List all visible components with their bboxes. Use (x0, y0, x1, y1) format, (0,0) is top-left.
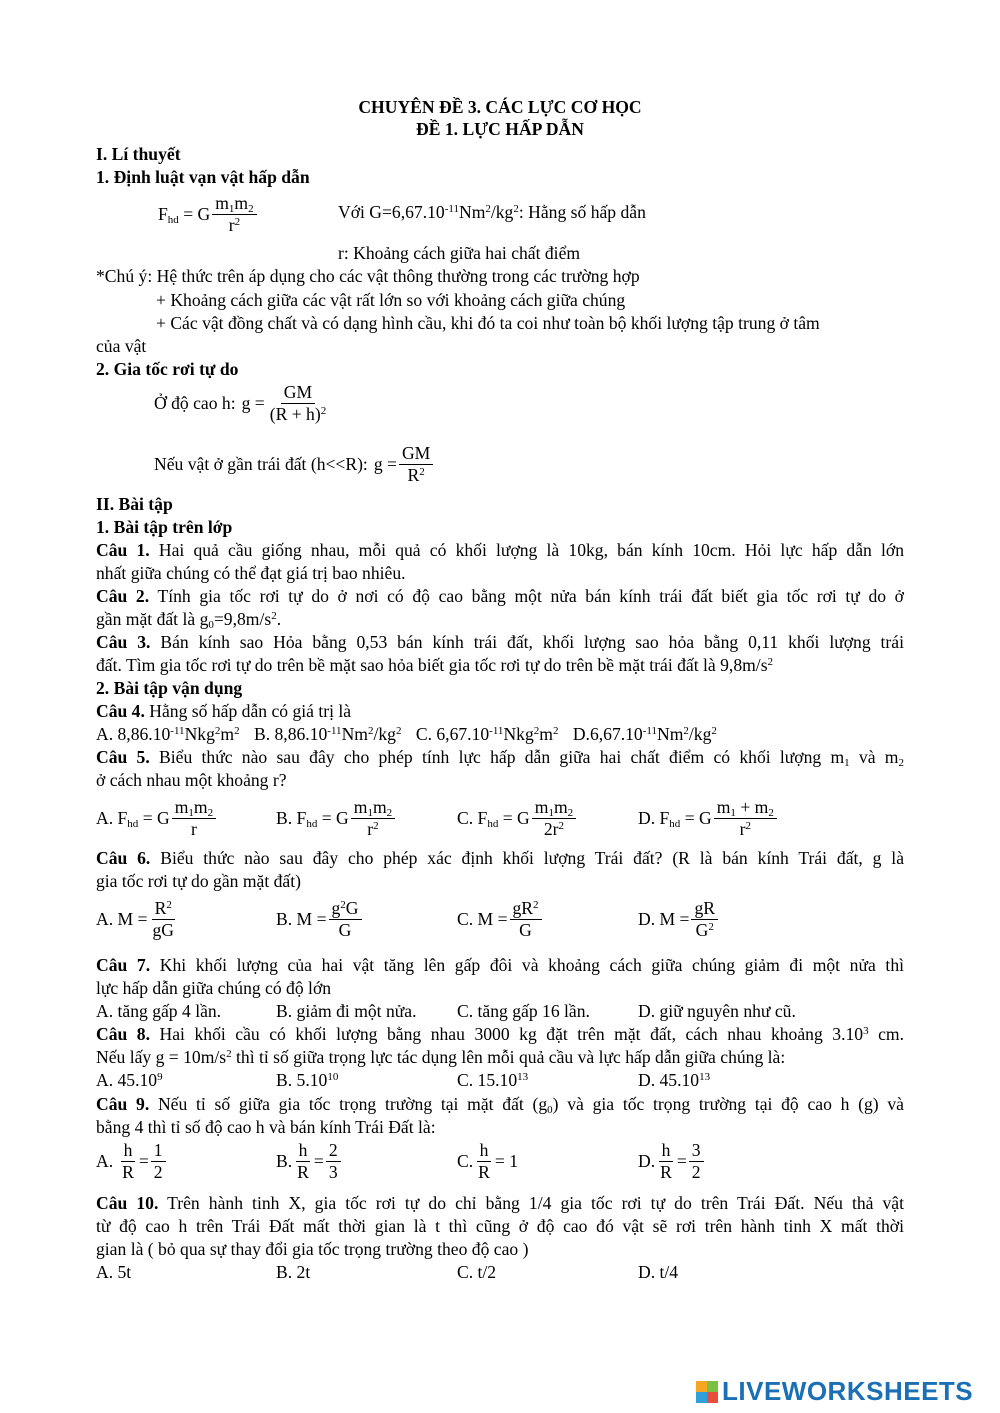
topic-title: CHUYÊN ĐỀ 3. CÁC LỰC CƠ HỌC (358, 97, 642, 117)
q4-option-b[interactable]: B. $8,86.10^{-11}Nm^2/kg^2$ (253, 724, 402, 744)
surface-gravity-formula: Nếu vật ở gần trái đất (h<<R): g = $\frac{GM}{R^2}$ (154, 443, 435, 486)
note: *Chú ý: Hệ thức trên áp dụng cho các vật thông thường trong các trường hợp (96, 266, 640, 286)
q4-option-d[interactable]: $D.6,67.10^{-11}Nm^2/kg^2$ (572, 724, 717, 744)
q5-option-d[interactable]: D. $F_{hd} = G$ $\frac{m_1 + m_2}{r^2}$ (638, 797, 779, 840)
q10-option-a[interactable]: A. 5t (96, 1262, 132, 1282)
question-10-cont: từ độ cao h trên Trái Đất mất thời gian là t thì cũng ở độ cao đó vật sẽ rơi trên hành tinh X mất thời (96, 1216, 904, 1236)
q5-option-b[interactable]: B. $F_{hd} = G$ $\frac{m_1m_2}{r^2}$ (276, 797, 397, 840)
q6-option-c[interactable]: C. M = $\frac{gR^2}{G}$ (457, 898, 544, 941)
q8-option-d[interactable]: D. 45.10$^{13}$ (638, 1070, 711, 1090)
altitude-gravity-formula: Ở độ cao h: g = $\frac{GM}{(R + h)^2}$ (154, 382, 327, 424)
class-exercises-heading: 1. Bài tập trên lớp (96, 517, 233, 537)
q10-option-d[interactable]: D. t/4 (638, 1262, 679, 1282)
question-2-cont: gần mặt đất là $g_0=9,8m/s^2$. (96, 609, 282, 631)
q6-option-d[interactable]: D. M = $\frac{gR}{G^2}$ (638, 898, 720, 941)
question-6-cont: gia tốc rơi tự do gần mặt đất) (96, 871, 301, 891)
note-item-1: + Khoảng cách giữa các vật rất lớn so với khoảng cách giữa chúng (156, 290, 626, 310)
question-10-cont-2: gian là ( bỏ qua sự thay đổi gia tốc trọng trường theo độ cao ) (96, 1239, 529, 1259)
q7-option-c[interactable]: C. tăng gấp 16 lần. (457, 1001, 590, 1021)
q10-option-c[interactable]: C. t/2 (457, 1262, 497, 1282)
law-heading: 1. Định luật vạn vật hấp dẫn (96, 167, 310, 187)
brand-name: LIVEWORKSHEETS (722, 1376, 974, 1406)
question-9-cont: bằng 4 thì tỉ số độ cao h và bán kính Trái Đất là: (96, 1117, 436, 1137)
liveworksheets-logo (696, 1376, 973, 1407)
question-5: Câu 5. Biểu thức nào sau đây cho phép tính lực hấp dẫn giữa hai chất điểm có khối lượng $m_1$ và $m_2$ (96, 747, 904, 769)
q7-option-a[interactable]: A. tăng gấp 4 lần. (96, 1001, 222, 1021)
question-4: Câu 4. Hằng số hấp dẫn có giá trị là (96, 701, 352, 721)
q6-option-b[interactable]: B. M = $\frac{g^2G}{G}$ (276, 898, 364, 941)
q4-option-c[interactable]: C. $6,67.10^{-11}Nkg^2m^2$ (415, 724, 559, 744)
question-4-options (96, 723, 717, 745)
gravity-constant: Với $G=6,67.10^{-11}Nm^2/kg^2$: Hằng số hấp dẫn (338, 202, 646, 222)
q7-option-d[interactable]: D. giữ nguyên như cũ. (638, 1001, 796, 1021)
q9-option-d[interactable]: D. $\frac{h}{R}$ = $\frac{3}{2}$ (638, 1140, 706, 1183)
question-6: Câu 6. Biểu thức nào sau đây cho phép xác định khối lượng Trái đất? (R là bán kính Trái đất, g là (96, 848, 904, 868)
question-7-cont: lực hấp dẫn giữa chúng có độ lớn (96, 978, 332, 998)
r-definition: r: Khoảng cách giữa hai chất điểm (338, 243, 581, 263)
q5-option-c[interactable]: C. $F_{hd} = G$ $\frac{m_1m_2}{2r^2}$ (457, 797, 578, 840)
gravity-law-formula: $F_{hd} = G$ $\frac{m_1m_2}{r^2}$ (158, 193, 259, 236)
q9-option-c[interactable]: C. $\frac{h}{R}$ = 1 (457, 1140, 519, 1182)
q10-option-b[interactable]: B. 2t (276, 1262, 311, 1282)
q9-option-b[interactable]: B. $\frac{h}{R}$ = $\frac{2}{3}$ (276, 1140, 343, 1183)
question-10: Câu 10. Trên hành tinh X, gia tốc rơi tự do chỉ bằng 1/4 gia tốc rơi tự do trên Trái Đất. Nếu thả vật (96, 1193, 905, 1213)
question-3-cont: đất. Tìm gia tốc rơi tự do trên bề mặt sao hỏa biết gia tốc rơi tự do trên bề mặt trái đất là $9,8m/s^2$ (96, 655, 774, 675)
q8-option-b[interactable]: B. 5.10$^{10}$ (276, 1070, 339, 1090)
question-1: Câu 1. Hai quả cầu giống nhau, mỗi quả có khối lượng là 10kg, bán kính 10cm. Hỏi lực hấp dẫn lớn (96, 540, 904, 560)
q6-option-a[interactable]: A. M = $\frac{R^2}{gG}$ (96, 898, 174, 940)
question-1-cont: nhất giữa chúng có thể đạt giá trị bao nhiêu. (96, 563, 406, 583)
question-8-cont: Nếu lấy $g = 10m/s^2$ thì tỉ số giữa trọng lực tác dụng lên mỗi quả cầu và lực hấp dẫn giữa chúng là: (96, 1047, 786, 1067)
exercises-heading: II. Bài tập (96, 494, 173, 514)
theory-heading: I. Lí thuyết (96, 144, 181, 164)
q8-option-c[interactable]: C. 15.10$^{13}$ (457, 1070, 529, 1090)
question-5-cont: ở cách nhau một khoảng r? (96, 770, 287, 790)
freefall-heading: 2. Gia tốc rơi tự do (96, 359, 239, 379)
q9-option-a[interactable]: A. $\frac{h}{R}$ = $\frac{1}{2}$ (96, 1140, 168, 1183)
q7-option-b[interactable]: B. giảm đi một nửa. (276, 1001, 417, 1021)
lesson-title: ĐỀ 1. LỰC HẤP DẪN (416, 119, 584, 139)
q4-option-a[interactable]: A. $8,86.10^{-11}Nkg^2m^2$ (96, 724, 240, 744)
question-3: Câu 3. Bán kính sao Hỏa bằng 0,53 bán kính trái đất, khối lượng sao hỏa bằng 0,11 khối lượng trái (96, 632, 904, 652)
note-item-2: + Các vật đồng chất và có dạng hình cầu, khi đó ta coi như toàn bộ khối lượng tập trung ở tâm (156, 313, 820, 333)
note-item-2-cont: của vật (96, 336, 147, 356)
logo-icon (696, 1381, 718, 1403)
question-7: Câu 7. Khi khối lượng của hai vật tăng lên gấp đôi và khoảng cách giữa chúng giảm đi một nửa thì (96, 955, 905, 975)
q5-option-a[interactable]: A. $F_{hd} = G$ $\frac{m_1m_2}{r}$ (96, 797, 218, 840)
q8-option-a[interactable]: A. 45.10$^9$ (96, 1070, 163, 1090)
applied-exercises-heading: 2. Bài tập vận dụng (96, 678, 243, 698)
question-9: Câu 9. Nếu tỉ số giữa gia tốc trọng trường tại mặt đất $(g_0)$ và gia tốc trọng trường tại độ cao h (g) và (96, 1094, 904, 1116)
question-8: Câu 8. Hai khối cầu có khối lượng bằng nhau 3000 kg đặt trên mặt đất, cách nhau khoảng 3.10$^3$ cm. (96, 1024, 904, 1044)
question-2: Câu 2. Tính gia tốc rơi tự do ở nơi có độ cao bằng một nửa bán kính trái đất biết gia tốc rơi tự do ở (96, 586, 904, 606)
